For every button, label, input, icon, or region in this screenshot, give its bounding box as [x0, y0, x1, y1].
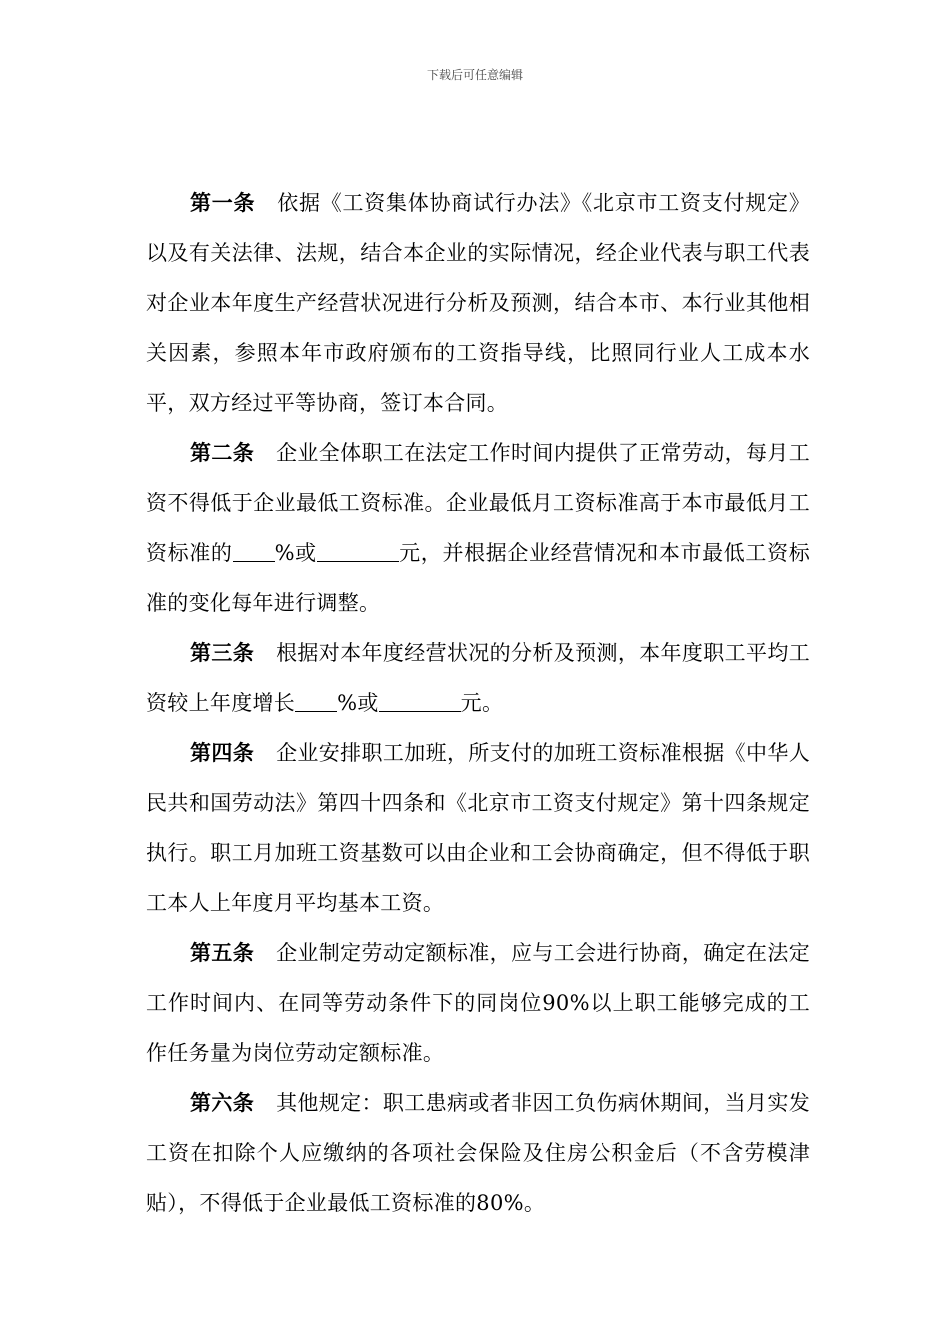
document-body — [146, 178, 810, 1228]
percent-blank[interactable] — [233, 541, 275, 562]
article-4 — [146, 728, 810, 928]
article-3 — [146, 628, 810, 728]
article-text: 企业全体职工在法定工作时间内提供了正常劳动，每月工资不得低于企业最低工资标准。企业最低月工资标准高于本市最低月工资标准的 — [146, 441, 810, 565]
amount-blank[interactable] — [379, 691, 461, 712]
article-title: 第五条 — [190, 940, 255, 965]
article-text: 企业安排职工加班，所支付的加班工资标准根据《中华人民共和国劳动法》第四十四条和《北京市工资支付规定》第十四条规定执行。职工月加班工资基数可以由企业和工会协商确定，但不得低于职工本人上年度月平均基本工资。 — [146, 741, 810, 915]
article-6 — [146, 1078, 810, 1228]
percent-blank[interactable] — [295, 691, 337, 712]
article-text: 依据《工资集体协商试行办法》《北京市工资支付规定》以及有关法律、法规，结合本企业的实际情况，经企业代表与职工代表对企业本年度生产经营状况进行分析及预测，结合本市、本行业其他相关因素，参照本年市政府颁布的工资指导线，比照同行业人工成本水平，双方经过平等协商，签订本合同。 — [146, 191, 810, 415]
article-text: %或 — [337, 691, 379, 715]
amount-blank[interactable] — [317, 541, 399, 562]
article-title: 第二条 — [190, 440, 255, 465]
article-text: %或 — [274, 541, 317, 565]
article-text: 其他规定：职工患病或者非因工负伤病休期间，当月实发工资在扣除个人应缴纳的各项社会保险及住房公积金后（不含劳模津贴），不得低于企业最低工资标准的80%。 — [146, 1091, 810, 1215]
article-text: 元，并根据企业经营情况和本市最低工资标准的变化每年进行调整。 — [146, 541, 811, 615]
article-title: 第一条 — [190, 190, 256, 215]
article-text: 元。 — [460, 691, 504, 715]
article-2 — [146, 428, 810, 628]
article-5 — [146, 928, 810, 1078]
article-title: 第六条 — [190, 1090, 255, 1115]
article-text: 企业制定劳动定额标准，应与工会进行协商，确定在法定工作时间内、在同等劳动条件下的同岗位90%以上职工能够完成的工作任务量为岗位劳动定额标准。 — [146, 941, 810, 1065]
article-title: 第三条 — [190, 640, 255, 665]
article-title: 第四条 — [190, 740, 255, 765]
article-text: 根据对本年度经营状况的分析及预测，本年度职工平均工资较上年度增长 — [146, 641, 810, 715]
article-1 — [146, 178, 810, 428]
page-header: 下载后可任意编辑 — [426, 68, 523, 82]
